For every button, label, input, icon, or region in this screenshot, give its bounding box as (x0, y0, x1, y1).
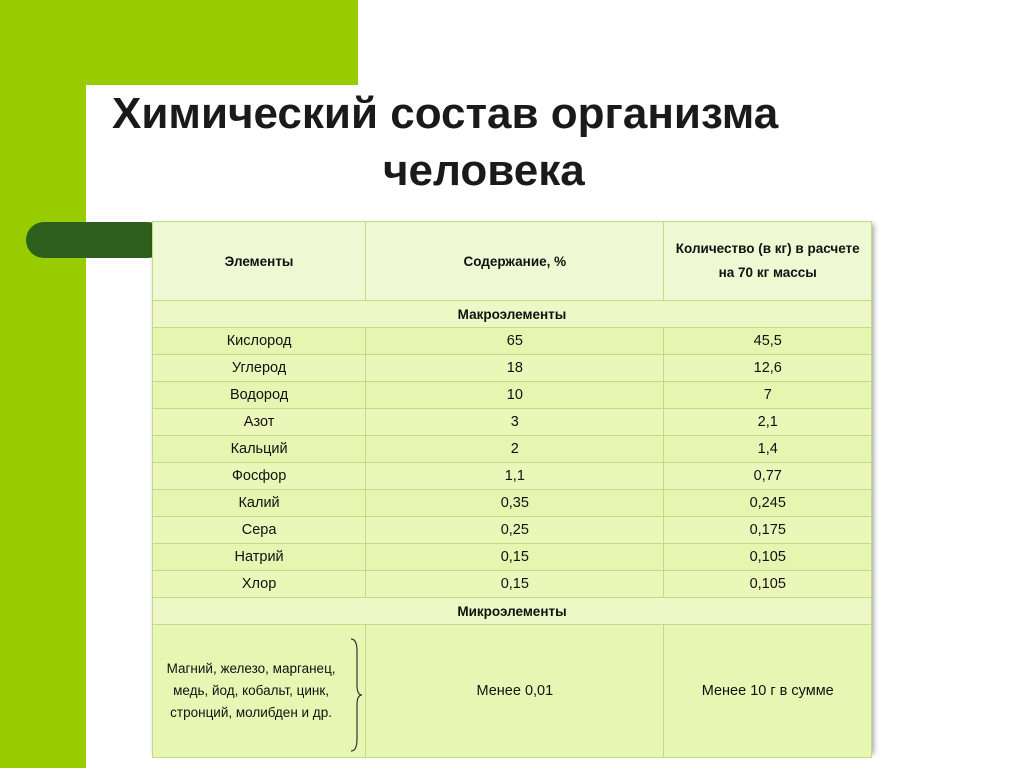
cell-kg: 12,6 (664, 355, 872, 382)
table-row (153, 328, 872, 355)
dark-green-pill (26, 222, 166, 258)
curly-brace-icon (349, 637, 363, 753)
cell-kg: 0,105 (664, 571, 872, 598)
cell-kg: 45,5 (664, 328, 872, 355)
cell-kg: 0,175 (664, 517, 872, 544)
table-row (153, 436, 872, 463)
cell-percent: 0,25 (366, 517, 664, 544)
cell-percent: 0,15 (366, 571, 664, 598)
cell-percent: 18 (366, 355, 664, 382)
cell-kg: 0,105 (664, 544, 872, 571)
cell-percent: 3 (366, 409, 664, 436)
table-row (153, 409, 872, 436)
micro-line-3: стронций, молибден и др. (170, 705, 332, 720)
table-row (153, 355, 872, 382)
header-kg (664, 222, 872, 301)
cell-percent: 10 (366, 382, 664, 409)
cell-element: Калий (153, 490, 366, 517)
composition-table (152, 221, 872, 758)
micro-elements-text (167, 658, 336, 724)
cell-kg: 1,4 (664, 436, 872, 463)
macro-section-label: Макроэлементы (153, 301, 872, 328)
micro-section-row (153, 598, 872, 625)
micro-line-1: Магний, железо, марганец, (166, 661, 336, 676)
table-row (153, 382, 872, 409)
cell-percent: 2 (366, 436, 664, 463)
header-percent: Содержание, % (366, 222, 664, 301)
header-elements: Элементы (153, 222, 366, 301)
cell-kg: 0,245 (664, 490, 872, 517)
cell-element: Хлор (153, 571, 366, 598)
table-row (153, 544, 872, 571)
slide-title (100, 85, 900, 199)
cell-percent: 0,35 (366, 490, 664, 517)
title-line-1: Химический состав организма (112, 89, 779, 138)
cell-element: Углерод (153, 355, 366, 382)
cell-percent: 65 (366, 328, 664, 355)
green-accent-bar-left (0, 0, 86, 768)
cell-kg: 0,77 (664, 463, 872, 490)
cell-element: Водород (153, 382, 366, 409)
micro-row (153, 625, 872, 758)
table-row (153, 517, 872, 544)
cell-percent: 1,1 (366, 463, 664, 490)
micro-line-2: медь, йод, кобальт, цинк, (173, 683, 330, 698)
cell-element: Азот (153, 409, 366, 436)
table-row (153, 463, 872, 490)
table-row (153, 571, 872, 598)
micro-section-label: Микроэлементы (153, 598, 872, 625)
cell-kg: 7 (664, 382, 872, 409)
cell-kg: 2,1 (664, 409, 872, 436)
micro-elements-cell (153, 625, 366, 758)
cell-element: Кислород (153, 328, 366, 355)
cell-element: Сера (153, 517, 366, 544)
cell-element: Фосфор (153, 463, 366, 490)
title-line-2: человека (383, 146, 585, 196)
cell-percent: 0,15 (366, 544, 664, 571)
table-row (153, 490, 872, 517)
micro-kg-cell: Менее 10 г в сумме (664, 625, 872, 758)
table-header-row (153, 222, 872, 301)
micro-percent-cell: Менее 0,01 (366, 625, 664, 758)
macro-section-row (153, 301, 872, 328)
green-accent-bar-top (0, 0, 358, 85)
cell-element: Кальций (153, 436, 366, 463)
composition-table-container (152, 221, 872, 751)
header-kg-text: Количество (в кг) в расчете на 70 кг массы (675, 241, 860, 280)
cell-element: Натрий (153, 544, 366, 571)
